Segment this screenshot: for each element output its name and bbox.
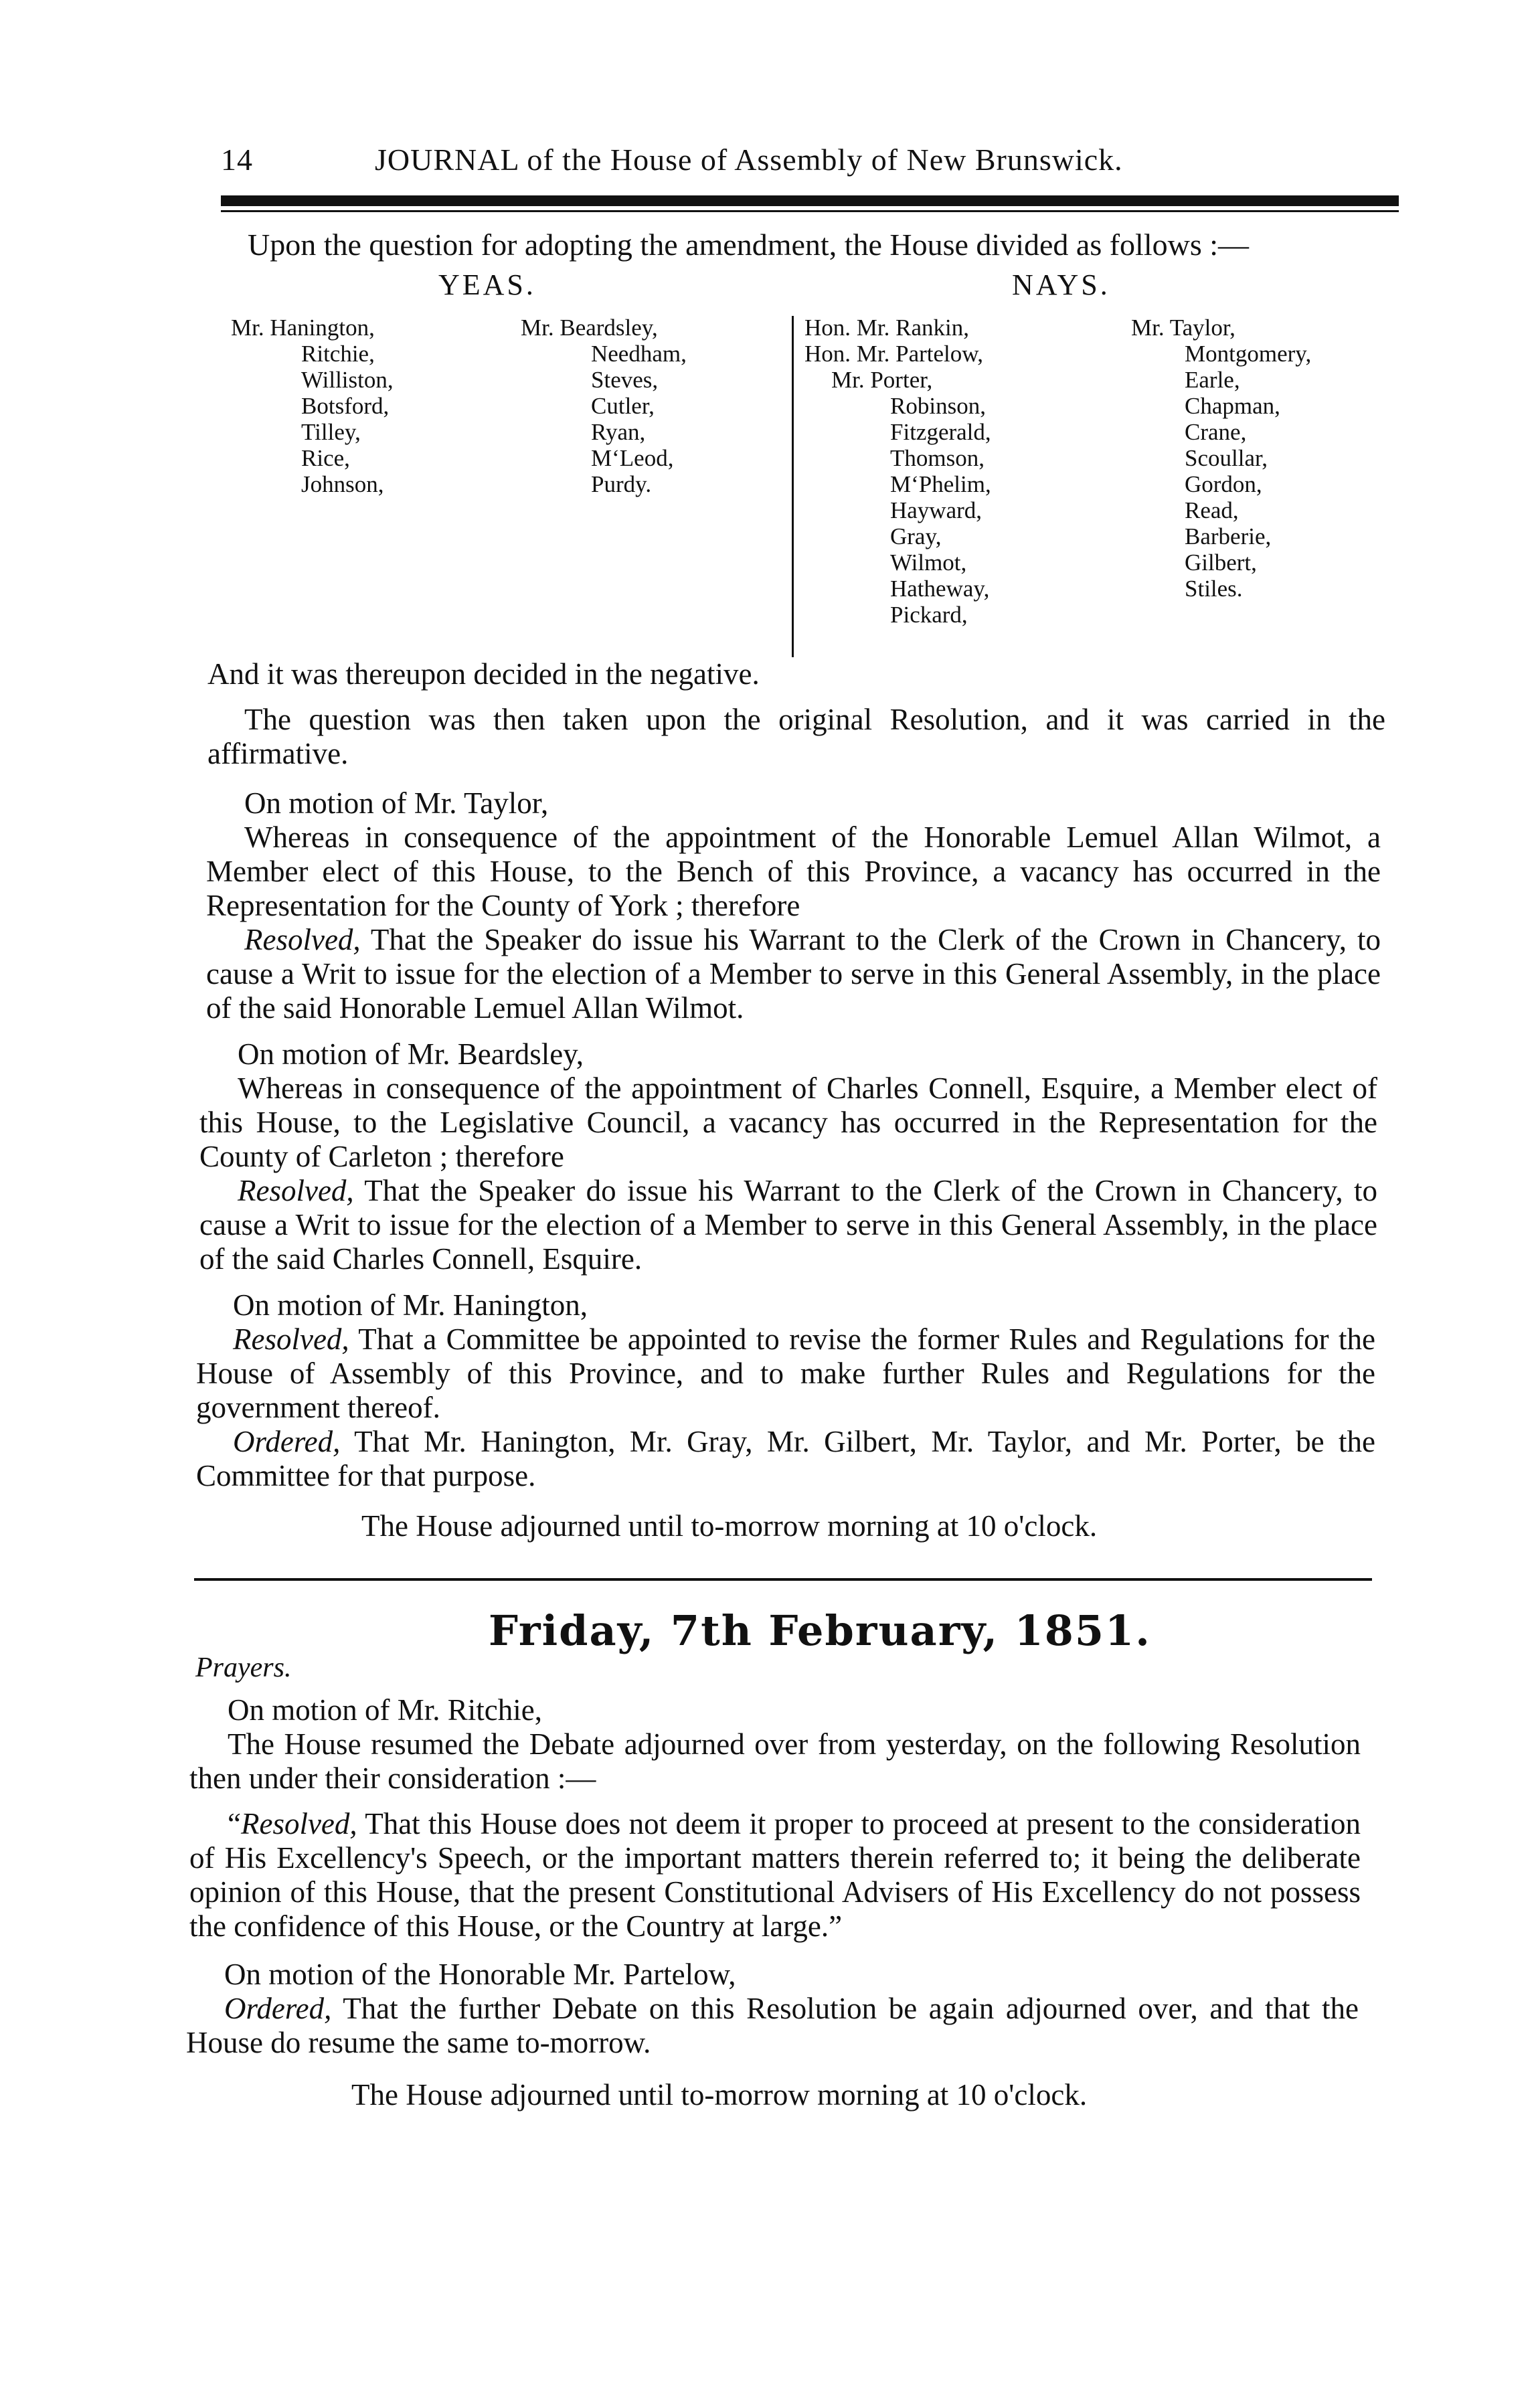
member-name: Robinson,	[890, 393, 986, 419]
member-name: Hon. Mr. Partelow,	[804, 341, 984, 367]
nays-heading: NAYS.	[1012, 268, 1110, 301]
resolved-connell	[199, 1174, 1377, 1276]
member-name: Hatheway,	[890, 576, 990, 602]
yeas-column-1	[231, 315, 394, 497]
member-name: Gilbert,	[1185, 549, 1257, 576]
resolved-text: That the Speaker do issue his Warrant to the Clerk of the Crown in Chancery, to cause a Writ to issue for the election of a Member to serve in this General Assembly, in the place of the said Charles Connell, Esquire.	[199, 1174, 1378, 1276]
member-name: Read,	[1185, 497, 1239, 523]
column-divider	[792, 316, 794, 657]
division-result: And it was thereupon decided in the negative.	[207, 657, 760, 691]
ordered-text: That the further Debate on this Resolution be again adjourned over, and that the House do resume the same to-morrow.	[186, 1992, 1359, 2059]
running-title: JOURNAL of the House of Assembly of New Brunswick.	[375, 143, 1123, 177]
member-name: Stiles.	[1185, 576, 1243, 602]
ordered-word: Ordered,	[224, 1992, 332, 2025]
nays-column-1	[804, 315, 991, 628]
day-heading: Friday, 7th February, 1851.	[489, 1606, 1151, 1655]
member-name: Pickard,	[890, 602, 968, 628]
resolved-word: Resolved,	[238, 1174, 354, 1207]
resolved-text: That the Speaker do issue his Warrant to the Clerk of the Crown in Chancery, to cause a Writ to issue for the election of a Member to serve in this General Assembly, in the place of the said Honorable Lemuel Allan Wilmot.	[206, 923, 1381, 1025]
member-name: Thomson,	[890, 445, 985, 471]
motion-partelow: On motion of the Honorable Mr. Partelow,	[224, 1958, 736, 1991]
member-name: Ritchie,	[301, 341, 375, 367]
member-name: M‘Phelim,	[890, 471, 991, 497]
member-name: Hon. Mr. Rankin,	[804, 315, 969, 341]
member-name: Gray,	[890, 523, 942, 549]
whereas-wilmot: Whereas in consequence of the appointment of the Honorable Lemuel Allan Wilmot, a Member elect of this House, to the Bench of this Province, a vacancy has occurred in the Representation for the County of York ; therefore	[206, 821, 1381, 922]
member-name: Williston,	[301, 367, 394, 393]
motion-taylor: On motion of Mr. Taylor,	[244, 786, 549, 820]
resolved-word: Resolved,	[240, 1807, 357, 1840]
yeas-heading: YEAS.	[438, 268, 536, 301]
member-name: Barberie,	[1185, 523, 1272, 549]
whereas-connell: Whereas in consequence of the appointment of Charles Connell, Esquire, a Member elect of this House, to the Legislative Council, a vacancy has occurred in the Representation for the County of Carleton ; therefore	[199, 1071, 1377, 1173]
ordered-word: Ordered,	[233, 1425, 341, 1458]
member-name: Wilmot,	[890, 549, 967, 576]
debate-resumed: The House resumed the Debate adjourned over from yesterday, on the following Resolution then under their consideration :—	[189, 1727, 1361, 1795]
member-name: Scoullar,	[1185, 445, 1268, 471]
original-resolution-paragraph: The question was then taken upon the original Resolution, and it was carried in the affirmative.	[207, 703, 1385, 770]
member-name: Mr. Taylor,	[1131, 315, 1235, 341]
day-separator-rule	[194, 1578, 1372, 1581]
member-name: Hayward,	[890, 497, 982, 523]
motion-ritchie: On motion of Mr. Ritchie,	[228, 1693, 542, 1727]
member-name: Purdy.	[591, 471, 652, 497]
motion-hanington: On motion of Mr. Hanington,	[233, 1288, 588, 1322]
header-rule-thin	[221, 210, 1399, 212]
page-header	[221, 142, 1399, 189]
member-name: Botsford,	[301, 393, 390, 419]
quote-mark: “	[228, 1807, 241, 1840]
ordered-adjourn-debate	[186, 1992, 1359, 2060]
resolved-confidence	[189, 1807, 1361, 1944]
resolved-committee	[196, 1322, 1375, 1425]
resolved-word: Resolved,	[244, 923, 361, 956]
member-name: Ryan,	[591, 419, 646, 445]
ordered-committee	[196, 1425, 1375, 1493]
adjournment-notice-2: The House adjourned until to-morrow morning at 10 o'clock.	[351, 2078, 1088, 2112]
resolved-text: That this House does not deem it proper to proceed at present to the consideration of His Excellency's Speech, or the important matters therein referred to; it being the deliberate opinion of this House, that the present Constitutional Advisers of His Excellency do not possess the confidence of this House, or the Country at large.”	[189, 1807, 1361, 1943]
member-name: Gordon,	[1185, 471, 1262, 497]
header-rule-thick	[221, 195, 1399, 206]
member-name: Chapman,	[1185, 393, 1280, 419]
page-number: 14	[221, 143, 253, 177]
member-name: Rice,	[301, 445, 350, 471]
member-name: Crane,	[1185, 419, 1247, 445]
member-name: Johnson,	[301, 471, 384, 497]
ordered-text: That Mr. Hanington, Mr. Gray, Mr. Gilbert, Mr. Taylor, and Mr. Porter, be the Committee for that purpose.	[196, 1425, 1376, 1492]
adjournment-notice-1: The House adjourned until to-morrow morning at 10 o'clock.	[361, 1509, 1098, 1543]
member-name: Needham,	[591, 341, 687, 367]
member-name: Steves,	[591, 367, 659, 393]
member-name: Mr. Hanington,	[231, 315, 375, 341]
nays-column-2	[1131, 315, 1311, 602]
prayers-note: Prayers.	[195, 1652, 292, 1683]
division-intro: Upon the question for adopting the amendment, the House divided as follows :—	[248, 228, 1250, 262]
motion-beardsley: On motion of Mr. Beardsley,	[238, 1037, 584, 1071]
member-name: Tilley,	[301, 419, 361, 445]
resolved-wilmot	[206, 923, 1381, 1025]
resolved-word: Resolved,	[233, 1322, 349, 1356]
member-name: Mr. Porter,	[831, 367, 933, 393]
member-name: Earle,	[1185, 367, 1240, 393]
member-name: Mr. Beardsley,	[521, 315, 658, 341]
resolved-text: That a Committee be appointed to revise the former Rules and Regulations for the House of Assembly of this Province, and to make further Rules and Regulations for the government thereof.	[196, 1322, 1376, 1424]
member-name: Fitzgerald,	[890, 419, 991, 445]
member-name: Montgomery,	[1185, 341, 1312, 367]
yeas-column-2	[521, 315, 687, 497]
member-name: M‘Leod,	[591, 445, 674, 471]
member-name: Cutler,	[591, 393, 655, 419]
